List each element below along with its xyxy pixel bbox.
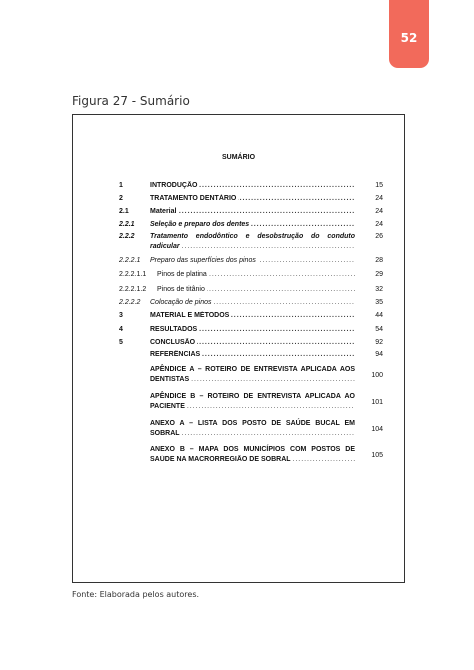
toc-figure <box>72 114 405 583</box>
toc-entry-number: 2.1 <box>119 208 129 215</box>
toc-entry-number: 3 <box>119 312 123 319</box>
toc-entry-page: 54 <box>375 326 383 333</box>
toc-entry-page: 24 <box>375 221 383 228</box>
toc-entry-label: Pinos de titânio <box>157 286 205 293</box>
toc-entry-page: 35 <box>375 299 383 306</box>
toc-entry-label-continued: SAÚDE NA MACRORREGIÃO DE SOBRAL <box>150 456 291 463</box>
toc-entry-page: 24 <box>375 195 383 202</box>
toc-entry-number: 4 <box>119 326 123 333</box>
toc-entry-number: 2.2.2 <box>119 233 135 240</box>
toc-entry-number: 2.2.2.1 <box>119 257 141 264</box>
toc-entry-page: 29 <box>375 271 383 278</box>
toc-entry-label: RESULTADOS <box>150 326 198 333</box>
toc-entry-page: 24 <box>375 208 383 215</box>
toc-entry-number: 2.2.2.1.1 <box>119 271 147 278</box>
page-number-badge <box>389 0 429 68</box>
toc-entry-page: 26 <box>375 233 383 240</box>
toc-entry-page: 101 <box>371 399 383 406</box>
toc-entry-label-continued: radicular <box>150 243 180 250</box>
toc-entry-page: 32 <box>375 286 383 293</box>
toc-entry-number: 2.2.2.1.2 <box>119 286 147 293</box>
toc-entry-label: Colocação de pinos <box>150 299 212 306</box>
toc-entry-label: Seleção e preparo dos dentes <box>150 221 250 228</box>
toc-title: SUMÁRIO <box>221 154 256 161</box>
toc-entry-label-continued: SOBRAL <box>150 430 180 437</box>
toc-entry-label: MATERIAL E MÉTODOS <box>150 312 230 319</box>
toc-entry-label: Preparo das superfícies dos pinos <box>150 257 256 264</box>
figure-source: Fonte: Elaborada pelos autores. <box>72 590 200 599</box>
toc-entry-page: 44 <box>375 312 383 319</box>
toc-entry-page: 105 <box>371 452 383 459</box>
toc-entry-number: 2.2.1 <box>119 221 135 228</box>
toc-entry-page: 100 <box>371 372 383 379</box>
page-number: 52 <box>400 31 418 45</box>
toc-entry-page: 104 <box>371 426 383 433</box>
toc-entry-number: 2.2.2.2 <box>119 299 141 306</box>
toc-entry-label: APÊNDICE B – ROTEIRO DE ENTREVISTA APLICADA AO <box>150 393 355 400</box>
figure-caption: Figura 27 - Sumário <box>72 94 190 108</box>
toc-entry-number: 1 <box>119 182 123 189</box>
toc-entry-page: 94 <box>375 351 383 358</box>
toc-entry-label: CONCLUSÃO <box>150 339 196 346</box>
toc-entry-label: TRATAMENTO DENTÁRIO <box>150 195 237 202</box>
toc-entry-label-continued: DENTISTAS <box>150 376 190 383</box>
toc-entry-number: 2 <box>119 195 123 202</box>
toc-entry-label: ANEXO A – LISTA DOS POSTO DE SAÚDE BUCAL EM <box>150 420 355 427</box>
toc-entry-label: Material <box>150 208 177 215</box>
toc-entry-label: Pinos de platina <box>157 271 207 278</box>
toc-entry-label: REFERÊNCIAS <box>150 351 201 358</box>
toc-entry-number: 5 <box>119 339 123 346</box>
toc-entry-page: 92 <box>375 339 383 346</box>
toc-entry-page: 28 <box>375 257 383 264</box>
toc-entry-label: INTRODUÇÃO <box>150 182 198 189</box>
toc-entry-label: APÊNDICE A – ROTEIRO DE ENTREVISTA APLICADA AOS <box>150 366 355 373</box>
toc-entry-page: 15 <box>375 182 383 189</box>
toc-entry-label-continued: PACIENTE <box>150 403 185 410</box>
toc-entry-label: ANEXO B – MAPA DOS MUNICÍPIOS COM POSTOS DE <box>150 446 355 453</box>
toc-entry-label: Tratamento endodôntico e desobstrução do conduto <box>150 233 355 240</box>
